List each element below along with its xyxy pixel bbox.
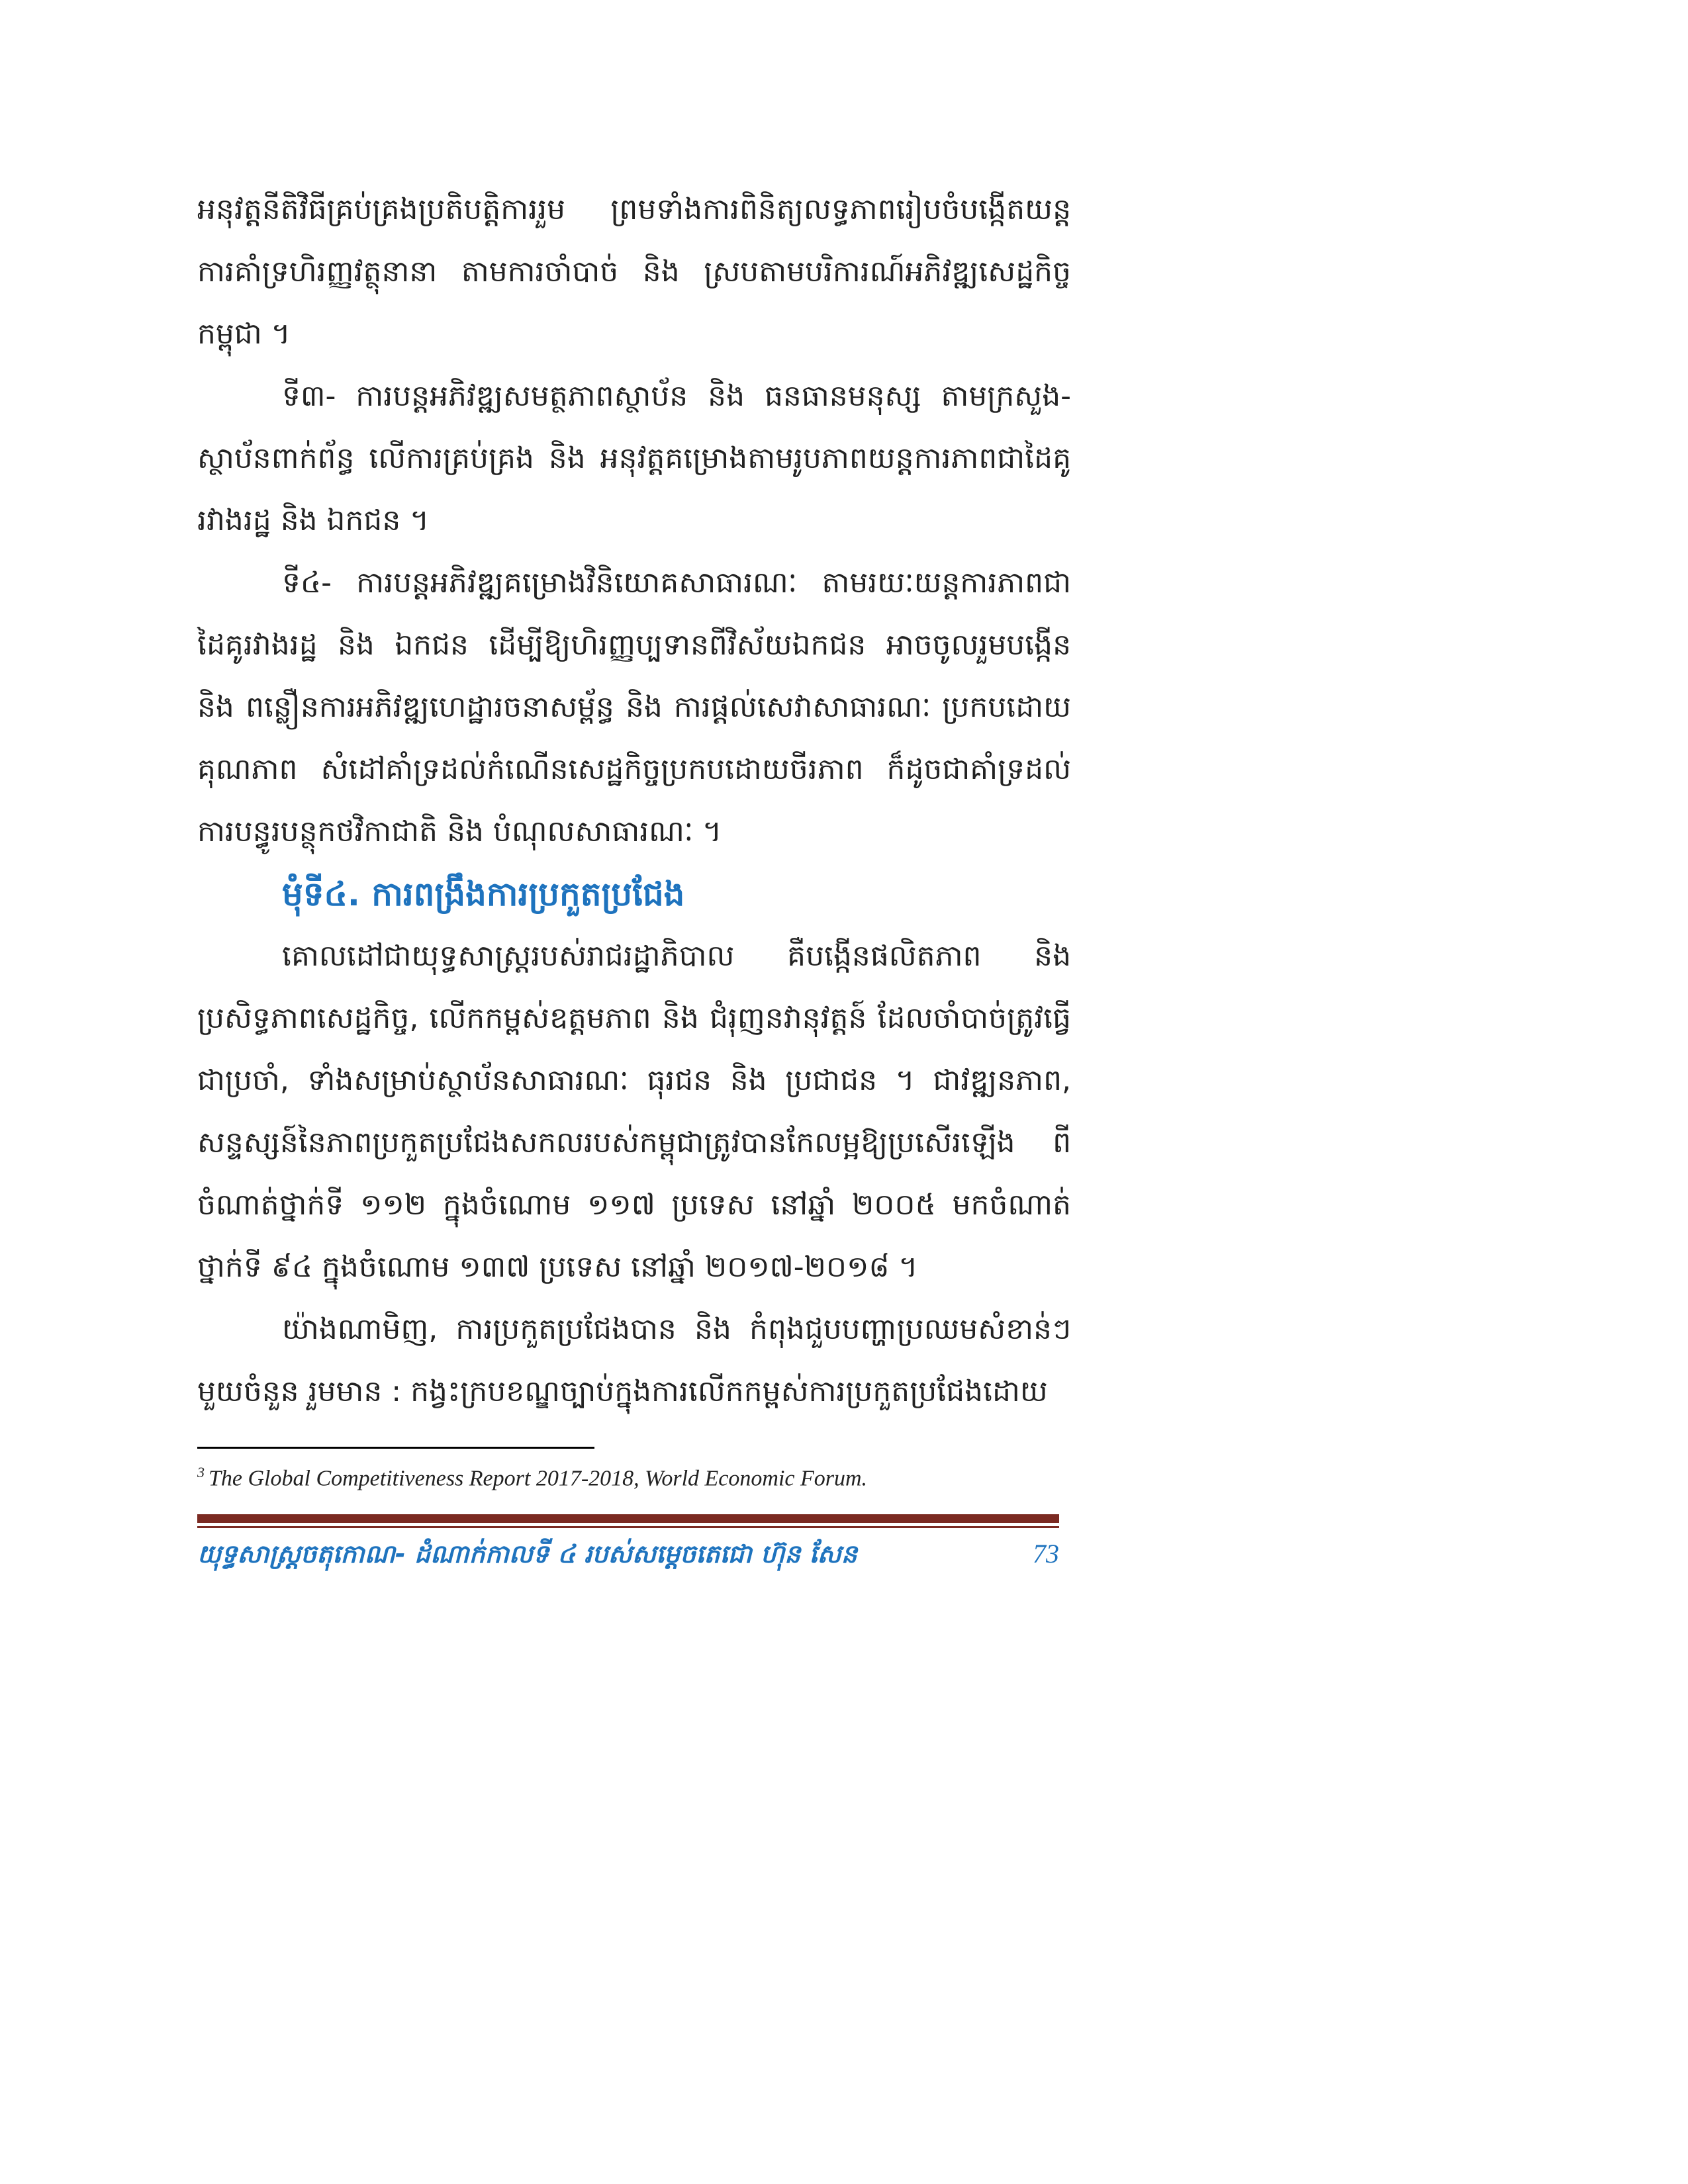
paragraph: យ៉ាងណាមិញ, ការប្រកួតប្រជែងបាន និង កំពុងជួបបញ្ហាប្រឈមសំខាន់ៗមួយចំនួន រួមមាន : កង្វះក្របខណ្ឌច្បាប់ក្នុងការលើកកម្ពស់ការប្រកួតប្រជែងដោយ (197, 1312, 1071, 1408)
body-text (197, 179, 1071, 1423)
footer-divider-thin (197, 1526, 1059, 1528)
footer-divider-thick (197, 1514, 1059, 1523)
section-heading: មុំទី៤. ការពង្រឹងការប្រកួតប្រជែង (282, 875, 685, 913)
footnote-divider (197, 1447, 594, 1449)
paragraph: ទី៣- ការបន្តអភិវឌ្ឍសមត្ថភាពស្ថាប័ន និង ធនធានមនុស្ស តាមក្រសួង-ស្ថាប័នពាក់ព័ន្ធ លើការគ្រប់គ្រង និង អនុវត្តគម្រោងតាមរូបភាពយន្តការភាពជាដៃគូរវាងរដ្ឋ និង ឯកជន ។ (197, 379, 1071, 537)
paragraph: អនុវត្តនីតិវិធីគ្រប់គ្រងប្រតិបត្តិការរួម ព្រមទាំងការពិនិត្យលទ្ធភាពរៀបចំបង្កើតយន្តការគាំទ្រហិរញ្ញវត្ថុនានា តាមការចាំបាច់ និង ស្របតាមបរិការណ៍អភិវឌ្ឍសេដ្ឋកិច្ចកម្ពុជា ។ (197, 193, 1071, 351)
paragraph: គោលដៅជាយុទ្ធសាស្ត្ររបស់រាជរដ្ឋាភិបាល គឺបង្កើនផលិតភាព និងប្រសិទ្ធភាពសេដ្ឋកិច្ច, លើកកម្ពស់ឧត្តមភាព និង ជំរុញនវានុវត្តន៍ ដែលចាំបាច់ត្រូវធ្វើជាប្រចាំ, ទាំងសម្រាប់ស្ថាប័នសាធារណៈ ធុរជន និង ប្រជាជន ។ ជាវឌ្ឍនភាព, សន្ទស្សន៍នៃភាពប្រកួតប្រជែងសកលរបស់កម្ពុជាត្រូវបានកែលម្អឱ្យប្រសើរឡើង ពីចំណាត់ថ្នាក់ទី ១១២ ក្នុងចំណោម ១១៧ ប្រទេស នៅឆ្នាំ ២០០៥ មកចំណាត់ថ្នាក់ទី ៩៤ ក្នុងចំណោម ១៣៧ ប្រទេស នៅឆ្នាំ ២០១៧-២០១៨ ។ (197, 939, 1071, 1284)
footnote-text: The Global Competitiveness Report 2017-2018, World Economic Forum. (209, 1466, 868, 1491)
page-number: 73 (1033, 1539, 1059, 1569)
running-footer-title: យុទ្ធសាស្ត្រចតុកោណ- ដំណាក់កាលទី ៤ របស់សម្តេចតេជោ ហ៊ុន សែន (197, 1539, 857, 1569)
footnote (197, 1456, 1071, 1495)
paragraph: ទី៤- ការបន្តអភិវឌ្ឍគម្រោងវិនិយោគសាធារណៈ តាមរយៈយន្តការភាពជាដៃគូរវាងរដ្ឋ និង ឯកជន ដើម្បីឱ្យហិរញ្ញប្បទានពីវិស័យឯកជន អាចចូលរួមបង្កើន និង ពន្លឿនការអភិវឌ្ឍហេដ្ឋារចនាសម្ព័ន្ធ និង ការផ្តល់សេវាសាធារណៈ ប្រកបដោយគុណភាព សំដៅគាំទ្រដល់កំណើនសេដ្ឋកិច្ចប្រកបដោយចីរភាព ក៏ដូចជាគាំទ្រដល់ការបន្ធូរបន្ថុកថវិកាជាតិ និង បំណុលសាធារណៈ ។ (197, 566, 1071, 848)
footnote-number: 3 (197, 1464, 205, 1480)
